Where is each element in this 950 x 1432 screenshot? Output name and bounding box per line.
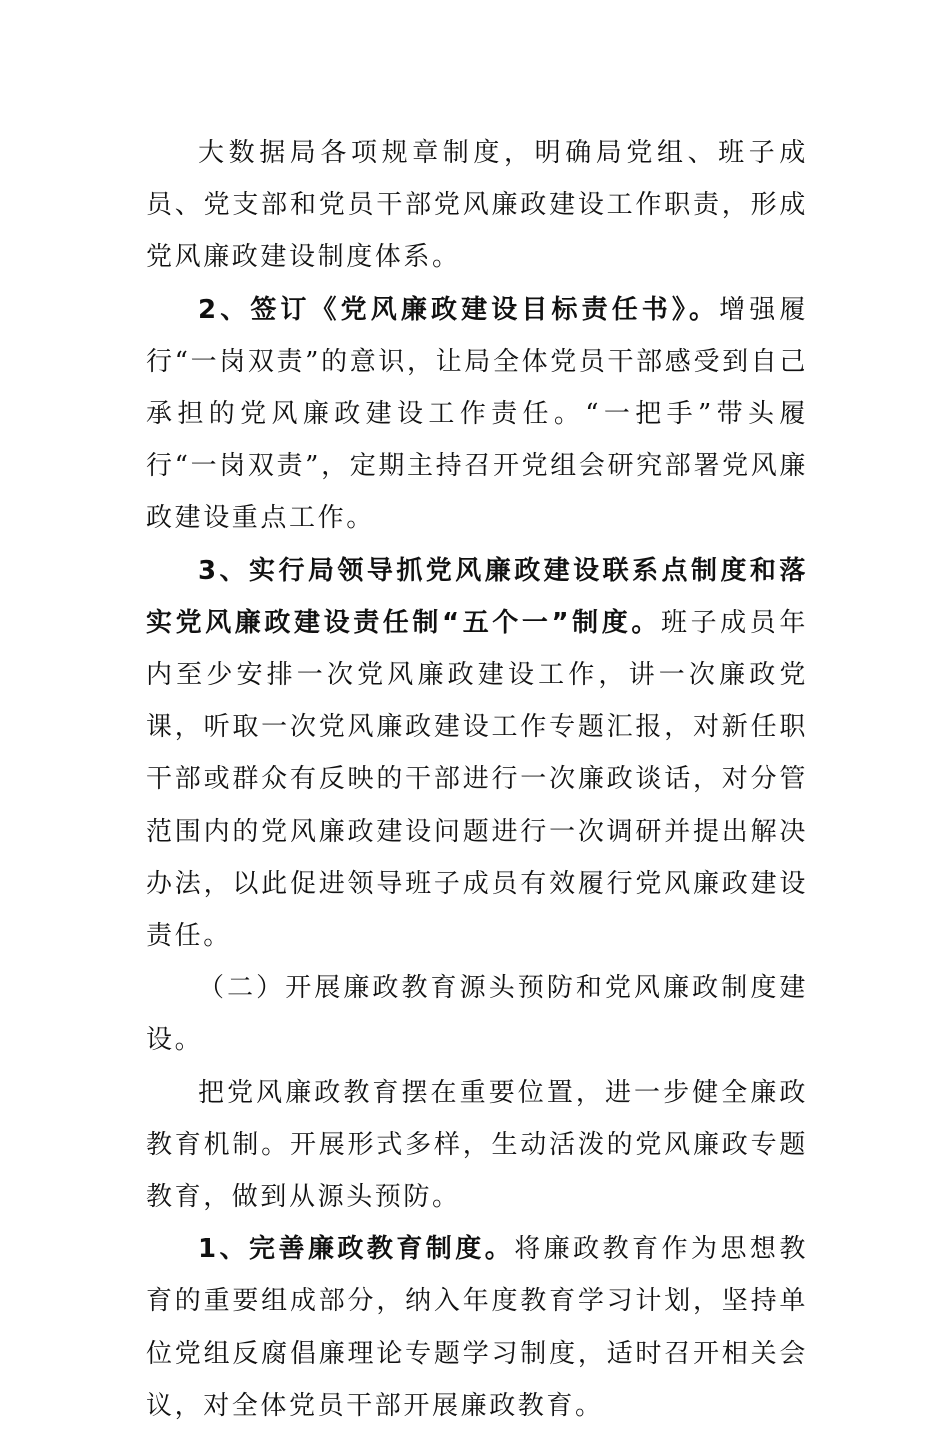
paragraph-contact-point-system xyxy=(146,545,808,963)
paragraph-heading: 2、签订《党风廉政建设目标责任书》。 xyxy=(198,294,720,325)
paragraph-text: 大数据局各项规章制度，明确局党组、班子成员、党支部和党员干部党风廉政建设工作职责，形成党风廉政建设制度体系。 xyxy=(146,138,808,273)
paragraph-text: 班子成员年内至少安排一次党风廉政建设工作，讲一次廉政党课，听取一次党风廉政建设工作专题汇报，对新任职干部或群众有反映的干部进行一次廉政谈话，对分管范围内的党风廉政建设问题进行一次调研并提出解决办法，以此促进领导班子成员有效履行党风廉政建设责任。 xyxy=(146,607,808,952)
paragraph-text: 将廉政教育作为思想教育的重要组成部分，纳入年度教育学习计划，坚持单位党组反腐倡廉理论专题学习制度，适时召开相关会议，对全体党员干部开展廉政教育。 xyxy=(146,1234,808,1421)
paragraph-responsibility-letter xyxy=(146,284,808,545)
paragraph-education-intro xyxy=(146,1067,808,1224)
paragraph-heading: 3、实行局领导抓党风廉政建设联系点制度和落实党风廉政建设责任制“五个一”制度。 xyxy=(146,555,808,638)
paragraph-heading: 1、完善廉政教育制度。 xyxy=(198,1234,515,1265)
paragraph-education-system xyxy=(146,1223,808,1432)
section-heading-education xyxy=(146,962,808,1066)
paragraph-text: 把党风廉政教育摆在重要位置，进一步健全廉政教育机制。开展形式多样，生动活泼的党风廉政专题教育，做到从源头预防。 xyxy=(146,1077,808,1213)
paragraph-regulations xyxy=(146,127,808,284)
paragraph-text: 增强履行“一岗双责”的意识，让局全体党员干部感受到自己承担的党风廉政建设工作责任。“一把手”带头履行“一岗双责”，定期主持召开党组会研究部署党风廉政建设重点工作。 xyxy=(146,294,808,534)
document-body xyxy=(146,127,808,1432)
section-heading-text: （二）开展廉政教育源头预防和党风廉政制度建设。 xyxy=(146,973,808,1056)
